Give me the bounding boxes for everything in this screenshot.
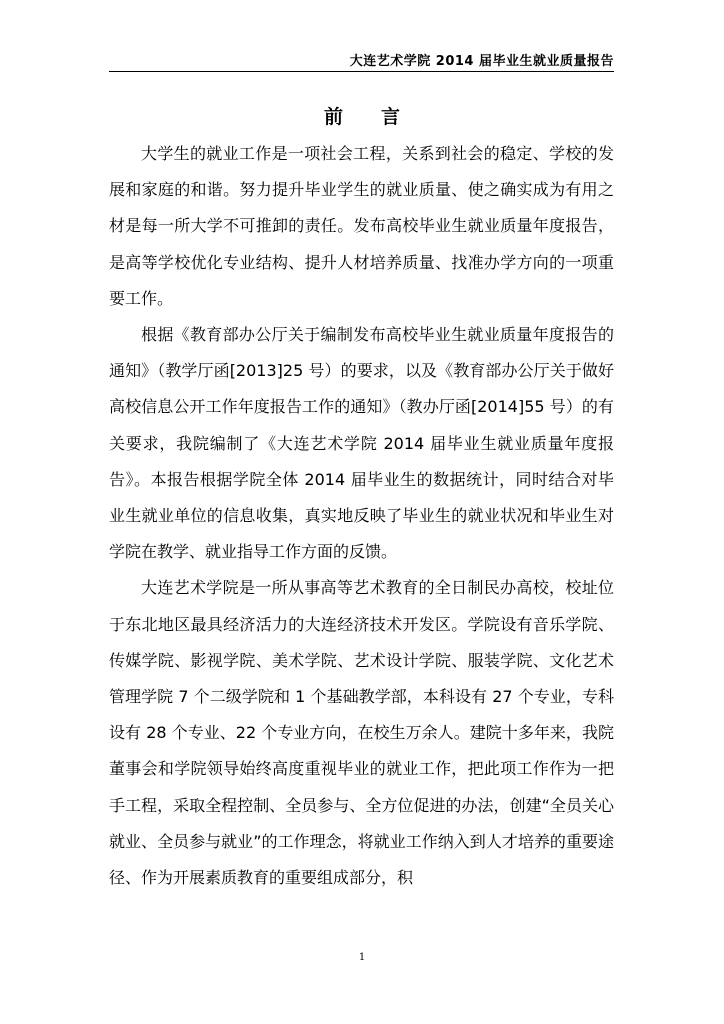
header-divider <box>109 71 614 72</box>
running-header-title: 大连艺术学院 2014 届毕业生就业质量报告 <box>349 54 614 69</box>
body-text <box>109 136 614 896</box>
paragraph-college-profile: 大连艺术学院是一所从事高等艺术教育的全日制民办高校，校址位于东北地区最具经济活力的大连经济技术开发区。学院设有音乐学院、传媒学院、影视学院、美术学院、艺术设计学院、服装学院、文化艺术管理学院 7 个二级学院和 1 个基础教学部，本科设有 27 个专业，专科设有 28 个专业、22 个专业方向，在校生万余人。建院十多年来，我院董事会和学院领导始终高度重视毕业的就业工作，把此项工作作为一把手工程，采取全程控制、全员参与、全方位促进的办法，创建“全员关心就业、全员参与就业”的工作理念，将就业工作纳入到人才培养的重要途径、作为开展素质教育的重要组成部分，积 <box>109 578 614 888</box>
section-title: 前言 <box>323 106 438 128</box>
page-number: 1 <box>358 952 366 963</box>
paragraph-basis: 根据《教育部办公厅关于编制发布高校毕业生就业质量年度报告的通知》（教学厅函[2013]25 号）的要求，以及《教育部办公厅关于做好高校信息公开工作年度报告工作的通知》（教办厅函[2014]55 号）的有关要求，我院编制了《大连艺术学院 2014 届毕业生就业质量年度报告》。本报告根据学院全体 2014 届毕业生的数据统计，同时结合对毕业生就业单位的信息收集，真实地反映了毕业生的就业状况和毕业生对学院在教学、就业指导工作方面的反馈。 <box>109 325 614 562</box>
paragraph-intro: 大学生的就业工作是一项社会工程，关系到社会的稳定、学校的发展和家庭的和谐。努力提升毕业学生的就业质量、使之确实成为有用之材是每一所大学不可推卸的责任。发布高校毕业生就业质量年度报告，是高等学校优化专业结构、提升人材培养质量、找准办学方向的一项重要工作。 <box>109 144 614 308</box>
